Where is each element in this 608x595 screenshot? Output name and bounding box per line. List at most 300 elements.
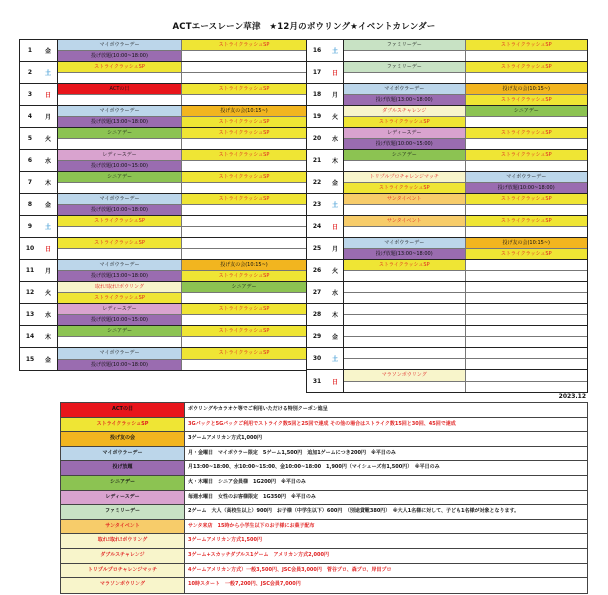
calendar-day-row [307, 106, 587, 128]
day-of-week: 日 [331, 378, 338, 386]
calendar-day-row [307, 370, 587, 392]
empty-event-cell [344, 73, 466, 83]
event-cell: ストライクラッシュSP [182, 84, 306, 94]
date-cell [20, 84, 58, 105]
event-subrow [58, 360, 306, 371]
empty-event-cell [344, 51, 466, 61]
event-cell: ストライクラッシュSP [182, 150, 306, 160]
event-subrow [58, 40, 306, 51]
day-of-week: 木 [331, 158, 338, 165]
day-of-week: 金 [44, 202, 51, 209]
day-of-week: 日 [44, 246, 51, 253]
empty-event-cell [344, 337, 466, 347]
event-cell: マイボウラーデー [58, 106, 182, 116]
event-cell: シニアデー [58, 128, 182, 138]
day-of-week: 日 [331, 224, 338, 231]
date-cell [307, 172, 344, 193]
event-cell: ストライクラッシュSP [182, 271, 306, 281]
event-subrow [344, 382, 587, 393]
empty-event-cell [466, 282, 588, 292]
empty-event-cell [182, 227, 306, 237]
event-subrow [58, 293, 306, 303]
day-number: 1 [27, 47, 33, 54]
day-of-week: 土 [44, 224, 51, 231]
day-of-week: 木 [44, 334, 51, 341]
calendar-day-row [307, 216, 587, 238]
legend-row [61, 520, 587, 535]
day-of-week: 木 [331, 312, 338, 319]
event-cell: ストライクラッシュSP [466, 95, 588, 105]
event-cell: ストライクラッシュSP [466, 150, 588, 160]
calendar-day-row [307, 326, 587, 348]
event-subrow [344, 293, 587, 303]
event-subrow [58, 216, 306, 227]
event-subrow [344, 40, 587, 51]
event-subrow [344, 337, 587, 347]
event-cell: 投げ友の会(10:15~) [182, 106, 306, 116]
date-cell [20, 40, 58, 61]
event-subrow [344, 139, 587, 149]
day-events [344, 84, 587, 105]
empty-event-cell [466, 382, 588, 393]
legend-row [61, 534, 587, 549]
calendar-day-row [307, 238, 587, 260]
empty-event-cell [466, 73, 588, 83]
event-subrow [344, 51, 587, 61]
calendar-day-row [20, 40, 306, 62]
day-events [344, 216, 587, 237]
empty-event-cell [344, 282, 466, 292]
day-of-week: 水 [44, 158, 51, 165]
event-cell: マイボウラーデー [344, 84, 466, 94]
empty-event-cell [182, 216, 306, 226]
legend-label: シニアデー [61, 476, 185, 490]
event-cell: ストライクラッシュSP [182, 40, 306, 50]
event-subrow [344, 370, 587, 382]
event-cell: 投げ放題(13:00~18:00) [344, 95, 466, 105]
legend-row [61, 505, 587, 520]
day-events [58, 238, 306, 259]
day-events [58, 304, 306, 325]
event-subrow [58, 304, 306, 315]
date-cell [307, 238, 344, 259]
day-number: 4 [27, 113, 33, 120]
empty-event-cell [182, 293, 306, 303]
empty-event-cell [344, 161, 466, 171]
legend-row [61, 432, 587, 447]
date-cell [20, 282, 58, 303]
event-subrow [344, 95, 587, 105]
event-cell: ストライクラッシュSP [58, 238, 182, 248]
date-cell [20, 62, 58, 83]
day-events [58, 40, 306, 61]
event-cell: ファミリーデー [344, 62, 466, 72]
event-subrow [58, 205, 306, 215]
day-number: 13 [25, 311, 35, 318]
event-subrow [58, 150, 306, 161]
event-cell: 投げ放題(10:00~15:00) [58, 315, 182, 325]
day-number: 18 [312, 91, 322, 98]
empty-event-cell [182, 238, 306, 248]
calendar-day-row [20, 106, 306, 128]
day-events [58, 150, 306, 171]
day-number: 15 [25, 355, 35, 363]
date-cell [307, 348, 344, 369]
legend-label: レディースデー [61, 491, 185, 505]
day-events [344, 62, 587, 83]
day-number: 29 [312, 333, 322, 340]
event-cell: シニアデー [58, 172, 182, 182]
event-cell: ストライクラッシュSP [344, 117, 466, 127]
day-events [58, 106, 306, 127]
event-subrow [344, 348, 587, 359]
event-cell: ACTの日 [58, 84, 182, 94]
date-cell [20, 304, 58, 325]
legend-label: 取れ!取れ!ボウリング [61, 534, 185, 548]
event-cell: サンタイベント [344, 194, 466, 204]
calendar-day-row [307, 84, 587, 106]
event-cell: 投げ放題(13:00~18:00) [58, 271, 182, 281]
event-subrow [344, 227, 587, 237]
day-of-week: 金 [44, 48, 51, 55]
legend-row [61, 578, 587, 593]
calendar-day-row [20, 62, 306, 84]
event-cell: ストライクラッシュSP [182, 194, 306, 204]
day-events [344, 260, 587, 281]
event-subrow [344, 315, 587, 325]
event-subrow [58, 315, 306, 325]
event-cell: 投げ放題(10:00~18:00) [58, 51, 182, 61]
date-cell [20, 128, 58, 149]
event-subrow [344, 183, 587, 193]
empty-event-cell [466, 117, 588, 127]
event-cell: 投げ放題(10:00~18:00) [58, 205, 182, 215]
day-number: 20 [312, 135, 322, 142]
event-subrow [58, 84, 306, 95]
event-cell: マイボウラーデー [344, 238, 466, 248]
calendar-day-row [20, 282, 306, 304]
day-of-week: 金 [44, 356, 51, 364]
day-of-week: 日 [331, 70, 338, 77]
day-of-week: 日 [44, 92, 51, 99]
event-cell: 取れ!取れ!ボウリング [58, 282, 182, 292]
event-subrow [344, 62, 587, 73]
day-events [344, 370, 587, 392]
empty-event-cell [58, 139, 182, 149]
empty-event-cell [466, 326, 588, 336]
legend-row [61, 447, 587, 462]
day-events [58, 326, 306, 347]
event-subrow [58, 260, 306, 271]
event-subrow [344, 282, 587, 293]
date-cell [307, 40, 344, 61]
empty-event-cell [58, 183, 182, 193]
event-subrow [344, 238, 587, 249]
empty-event-cell [58, 227, 182, 237]
legend-description: 3Gパックと5Gパックご利用でストライク数5回と25回で達成 その他の場合はストライク数15回と30回、45回で達成 [188, 420, 456, 427]
calendar-day-row [20, 194, 306, 216]
legend-description: 3ゲーム+スカッチダブルス1ゲーム アメリカン方式2,000円 [188, 551, 329, 558]
event-subrow [344, 194, 587, 205]
empty-event-cell [58, 337, 182, 347]
event-cell: ストライクラッシュSP [466, 40, 588, 50]
event-subrow [58, 238, 306, 249]
event-subrow [344, 106, 587, 117]
event-cell: マラソンボウリング [344, 370, 466, 381]
empty-event-cell [466, 359, 588, 369]
event-cell: ストライクラッシュSP [58, 293, 182, 303]
calendar-day-row [20, 238, 306, 260]
date-cell [307, 106, 344, 127]
event-subrow [344, 117, 587, 127]
event-cell: マイボウラーデー [466, 172, 588, 182]
empty-event-cell [466, 370, 588, 381]
date-cell [307, 84, 344, 105]
event-subrow [58, 51, 306, 61]
date-cell [20, 238, 58, 259]
event-cell: 投げ放題(13:00~18:00) [58, 117, 182, 127]
calendar-left [19, 39, 307, 371]
event-cell: ストライクラッシュSP [182, 326, 306, 336]
event-cell: ストライクラッシュSP [466, 216, 588, 226]
empty-event-cell [182, 337, 306, 347]
legend-label: 投げ放題 [61, 461, 185, 475]
empty-event-cell [344, 359, 466, 369]
date-cell [307, 326, 344, 347]
day-number: 8 [27, 201, 33, 208]
date-cell [307, 62, 344, 83]
day-events [58, 194, 306, 215]
event-subrow [58, 249, 306, 259]
day-events [344, 304, 587, 325]
event-cell: ストライクラッシュSP [466, 249, 588, 259]
event-cell: 投げ友の会(10:15~) [466, 238, 588, 248]
event-subrow [58, 73, 306, 83]
calendar-day-row [20, 260, 306, 282]
legend-row [61, 549, 587, 564]
legend-description: 4ゲームアメリカン方式）一般3,500円、JSC会員3,000円 菅谷プロ、森プロ、岸田プロ [188, 566, 392, 573]
event-subrow [58, 106, 306, 117]
day-number: 19 [312, 113, 322, 120]
calendar-day-row [307, 172, 587, 194]
legend-row [61, 564, 587, 579]
legend-row [61, 418, 587, 433]
date-cell [307, 282, 344, 303]
legend-label: マラソンボウリング [61, 578, 185, 593]
empty-event-cell [182, 73, 306, 83]
event-cell: レディースデー [58, 150, 182, 160]
empty-event-cell [344, 227, 466, 237]
day-of-week: 水 [331, 290, 338, 297]
event-cell: ファミリーデー [344, 40, 466, 50]
empty-event-cell [466, 260, 588, 270]
empty-event-cell [182, 205, 306, 215]
empty-event-cell [466, 304, 588, 314]
empty-event-cell [182, 315, 306, 325]
day-of-week: 土 [331, 202, 338, 209]
empty-event-cell [344, 315, 466, 325]
day-of-week: 火 [44, 136, 51, 143]
event-subrow [344, 249, 587, 259]
legend-description: 月・金曜日 マイボウラー限定 5ゲーム1,500円 追加1ゲームにつき200円 ※平日のみ [188, 449, 396, 456]
event-subrow [58, 326, 306, 337]
day-number: 26 [312, 267, 322, 274]
calendar-day-row [20, 128, 306, 150]
legend-label: サンタイベント [61, 520, 185, 534]
empty-event-cell [58, 73, 182, 83]
empty-event-cell [182, 62, 306, 72]
calendar-day-row [20, 150, 306, 172]
empty-event-cell [344, 271, 466, 281]
legend-label: ダブルスチャレンジ [61, 549, 185, 563]
legend-label: ストライクラッシュSP [61, 418, 185, 432]
day-number: 28 [312, 311, 322, 318]
calendar-day-row [307, 260, 587, 282]
event-cell: シニアデー [466, 106, 588, 116]
date-cell [307, 370, 344, 392]
legend-row [61, 403, 587, 418]
event-cell: ストライクラッシュSP [58, 216, 182, 226]
day-of-week: 月 [44, 114, 51, 121]
year-month-label: 2023.12 [558, 393, 586, 400]
day-number: 22 [312, 179, 322, 186]
date-cell [20, 326, 58, 347]
day-number: 6 [27, 157, 33, 164]
day-number: 7 [27, 179, 33, 186]
legend-description: 火・木曜日 シニア会員様 1G200円 ※平日のみ [188, 478, 306, 485]
day-of-week: 土 [331, 48, 338, 55]
legend-row [61, 491, 587, 506]
day-number: 9 [27, 223, 33, 230]
legend-description: ボウリングやカラオケ等でご利用いただける特別クーポン進呈 [188, 406, 328, 412]
event-subrow [344, 150, 587, 161]
empty-event-cell [344, 326, 466, 336]
day-events [344, 150, 587, 171]
event-cell: ストライクラッシュSP [58, 62, 182, 72]
event-subrow [344, 216, 587, 227]
day-events [58, 348, 306, 370]
legend-description: 3ゲームアメリカン方式1,000円 [188, 435, 262, 442]
day-number: 30 [312, 355, 322, 362]
empty-event-cell [344, 304, 466, 314]
date-cell [307, 194, 344, 215]
event-cell: レディースデー [58, 304, 182, 314]
day-number: 2 [27, 69, 33, 76]
event-subrow [344, 84, 587, 95]
event-subrow [344, 73, 587, 83]
event-subrow [58, 161, 306, 171]
day-of-week: 火 [331, 268, 338, 275]
event-cell: 投げ友の会(10:15~) [466, 84, 588, 94]
event-cell: シニアデー [344, 150, 466, 160]
calendar-right [306, 39, 588, 393]
legend-table [60, 402, 588, 594]
legend-description: サンタ来店 15時から小学生以下のお子様にお菓子配布 [188, 522, 315, 529]
day-of-week: 水 [331, 136, 338, 143]
calendar-day-row [307, 40, 587, 62]
calendar-day-row [20, 216, 306, 238]
date-cell [307, 128, 344, 149]
event-subrow [58, 183, 306, 193]
event-cell: 投げ放題(10:00~15:00) [58, 161, 182, 171]
calendar-day-row [20, 348, 306, 370]
event-cell: 投げ放題(10:00~18:00) [466, 183, 588, 193]
date-cell [20, 106, 58, 127]
day-number: 27 [312, 289, 322, 296]
event-subrow [344, 304, 587, 315]
day-of-week: 木 [44, 180, 51, 187]
day-number: 31 [312, 377, 322, 385]
legend-row [61, 461, 587, 476]
day-number: 25 [312, 245, 322, 252]
event-cell: マイボウラーデー [58, 260, 182, 270]
empty-event-cell [466, 227, 588, 237]
day-of-week: 火 [44, 290, 51, 297]
legend-description: 月13:00~18:00、水10:00~15:00、金10:00~18:00 1,900円（マイシューズ有1,500円） ※平日のみ [188, 464, 440, 471]
empty-event-cell [466, 205, 588, 215]
empty-event-cell [182, 139, 306, 149]
event-cell: ストライクラッシュSP [182, 117, 306, 127]
day-events [58, 128, 306, 149]
empty-event-cell [344, 348, 466, 358]
empty-event-cell [466, 348, 588, 358]
event-cell: ストライクラッシュSP [344, 260, 466, 270]
legend-description: 2ゲーム 大人（高校生以上）900円 お子様（中学生以下）600円 （別途貸靴380円） ※大人1名様に対して、子ども1名様が対象となります。 [188, 508, 520, 515]
day-events [344, 194, 587, 215]
event-cell: ストライクラッシュSP [344, 183, 466, 193]
day-events [344, 172, 587, 193]
empty-event-cell [58, 95, 182, 105]
empty-event-cell [58, 249, 182, 259]
day-events [58, 84, 306, 105]
event-subrow [58, 348, 306, 360]
day-of-week: 月 [331, 246, 338, 253]
calendar-day-row [307, 128, 587, 150]
date-cell [20, 348, 58, 370]
legend-label: マイボウラーデー [61, 447, 185, 461]
event-cell: ストライクラッシュSP [182, 304, 306, 314]
event-subrow [58, 128, 306, 139]
event-cell: ストライクラッシュSP [182, 348, 306, 359]
calendar-day-row [307, 62, 587, 84]
event-cell: ストライクラッシュSP [182, 128, 306, 138]
legend-description: 毎週水曜日 女性のお客様限定 1G350円 ※平日のみ [188, 493, 316, 500]
day-number: 12 [25, 289, 35, 296]
event-cell: ダブルスチャレンジ [344, 106, 466, 116]
event-cell: 投げ放題(10:00~18:00) [58, 360, 182, 371]
page-title: ACTエースレーン草津 ★12月のボウリング★イベントカレンダー [172, 22, 436, 32]
day-number: 21 [312, 157, 322, 164]
day-number: 17 [312, 69, 322, 76]
calendar-day-row [307, 150, 587, 172]
date-cell [307, 150, 344, 171]
event-subrow [344, 359, 587, 369]
legend-label: 投げ友の会 [61, 432, 185, 446]
calendar-day-row [307, 348, 587, 370]
event-subrow [58, 271, 306, 281]
event-cell: レディースデー [344, 128, 466, 138]
calendar-day-row [307, 194, 587, 216]
event-cell: 投げ放題(13:00~18:00) [344, 249, 466, 259]
day-events [344, 128, 587, 149]
empty-event-cell [466, 139, 588, 149]
event-subrow [344, 172, 587, 183]
empty-event-cell [182, 95, 306, 105]
event-subrow [344, 205, 587, 215]
day-of-week: 月 [331, 92, 338, 99]
legend-description: 3ゲームアメリカン方式1,500円 [188, 537, 262, 544]
date-cell [20, 150, 58, 171]
